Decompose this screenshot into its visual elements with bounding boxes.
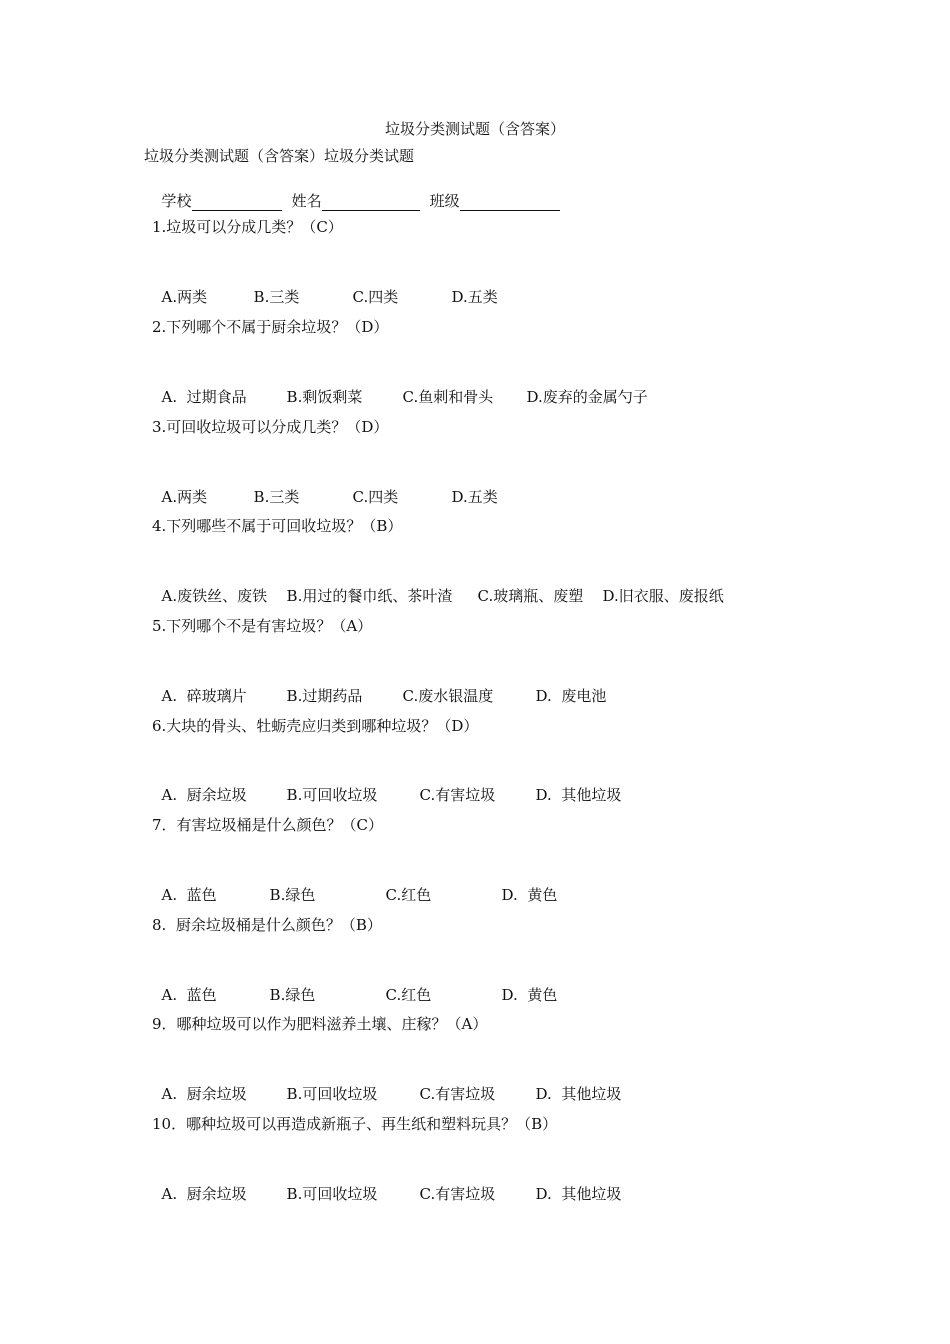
option-a: A. 蓝色 xyxy=(161,986,217,1004)
option-d: D.五类 xyxy=(451,488,498,506)
options-5 xyxy=(152,666,606,706)
options-3 xyxy=(152,467,498,507)
option-d: D. 其他垃圾 xyxy=(535,786,622,804)
question-5: 5.下列哪个不是有害垃圾？（A） xyxy=(152,617,373,635)
question-10: 10．哪种垃圾可以再造成新瓶子、再生纸和塑料玩具？（B） xyxy=(152,1115,558,1133)
option-c: C.四类 xyxy=(352,488,399,506)
option-d: D.旧衣服、废报纸 xyxy=(602,587,724,605)
option-a: A. 厨余垃圾 xyxy=(161,1085,247,1103)
option-b: B.可回收垃圾 xyxy=(286,786,378,804)
options-6 xyxy=(152,765,621,805)
option-a: A.两类 xyxy=(161,288,208,306)
option-a: A. 碎玻璃片 xyxy=(161,687,247,705)
option-d: D. 其他垃圾 xyxy=(535,1085,622,1103)
options-9 xyxy=(152,1064,621,1104)
question-1: 1.垃圾可以分成几类？（C） xyxy=(152,218,343,236)
document-subtitle: 垃圾分类测试题（含答案）垃圾分类试题 xyxy=(144,147,415,165)
question-9: 9．哪种垃圾可以作为肥料滋养土壤、庄稼？（A） xyxy=(152,1015,488,1033)
name-blank xyxy=(322,194,420,211)
option-b: B.三类 xyxy=(253,288,300,306)
option-b: B.绿色 xyxy=(269,986,316,1004)
question-7: 7．有害垃圾桶是什么颜色？（C） xyxy=(152,816,384,834)
option-a: A. 过期食品 xyxy=(161,388,247,406)
name-label: 姓名 xyxy=(291,192,322,210)
question-8: 8. 厨余垃圾桶是什么颜色？（B） xyxy=(152,916,382,934)
school-blank xyxy=(192,194,282,211)
options-7 xyxy=(152,865,557,905)
options-8 xyxy=(152,965,557,1005)
options-1 xyxy=(152,267,498,307)
option-a: A. 蓝色 xyxy=(161,886,217,904)
option-d: D.废弃的金属勺子 xyxy=(526,388,648,406)
option-c: C.鱼刺和骨头 xyxy=(402,388,494,406)
option-c: C.有害垃圾 xyxy=(419,1085,496,1103)
option-b: B.绿色 xyxy=(269,886,316,904)
option-c: C.红色 xyxy=(385,886,432,904)
options-2 xyxy=(152,367,648,407)
question-3: 3.可回收垃圾可以分成几类？（D） xyxy=(152,418,389,436)
option-c: C.废水银温度 xyxy=(402,687,494,705)
option-d: D.五类 xyxy=(451,288,498,306)
option-d: D. 黄色 xyxy=(501,886,558,904)
option-c: C.有害垃圾 xyxy=(419,786,496,804)
document-title: 垃圾分类测试题（含答案） xyxy=(384,120,565,138)
option-c: C.红色 xyxy=(385,986,432,1004)
student-info-row xyxy=(152,171,570,211)
question-4: 4.下列哪些不属于可回收垃圾？（B） xyxy=(152,517,403,535)
option-a: A.两类 xyxy=(161,488,208,506)
question-2: 2.下列哪个不属于厨余垃圾？（D） xyxy=(152,318,389,336)
option-d: D. 废电池 xyxy=(535,687,607,705)
class-blank xyxy=(460,194,560,211)
option-c: C.四类 xyxy=(352,288,399,306)
option-b: B.可回收垃圾 xyxy=(286,1085,378,1103)
option-b: B.用过的餐巾纸、茶叶渣 xyxy=(286,587,453,605)
option-b: B.可回收垃圾 xyxy=(286,1185,378,1203)
options-10 xyxy=(152,1164,621,1204)
option-b: B.过期药品 xyxy=(286,687,363,705)
option-b: B.剩饭剩菜 xyxy=(286,388,363,406)
option-c: C.玻璃瓶、废塑 xyxy=(477,587,584,605)
question-6: 6.大块的骨头、牡蛎壳应归类到哪种垃圾？（D） xyxy=(152,717,479,735)
options-4 xyxy=(152,566,724,606)
option-b: B.三类 xyxy=(253,488,300,506)
option-c: C.有害垃圾 xyxy=(419,1185,496,1203)
option-a: A.废铁丝、废铁 xyxy=(161,587,268,605)
option-d: D. 黄色 xyxy=(501,986,558,1004)
option-d: D. 其他垃圾 xyxy=(535,1185,622,1203)
class-label: 班级 xyxy=(429,192,460,210)
option-a: A. 厨余垃圾 xyxy=(161,1185,247,1203)
option-a: A. 厨余垃圾 xyxy=(161,786,247,804)
school-label: 学校 xyxy=(161,192,192,210)
